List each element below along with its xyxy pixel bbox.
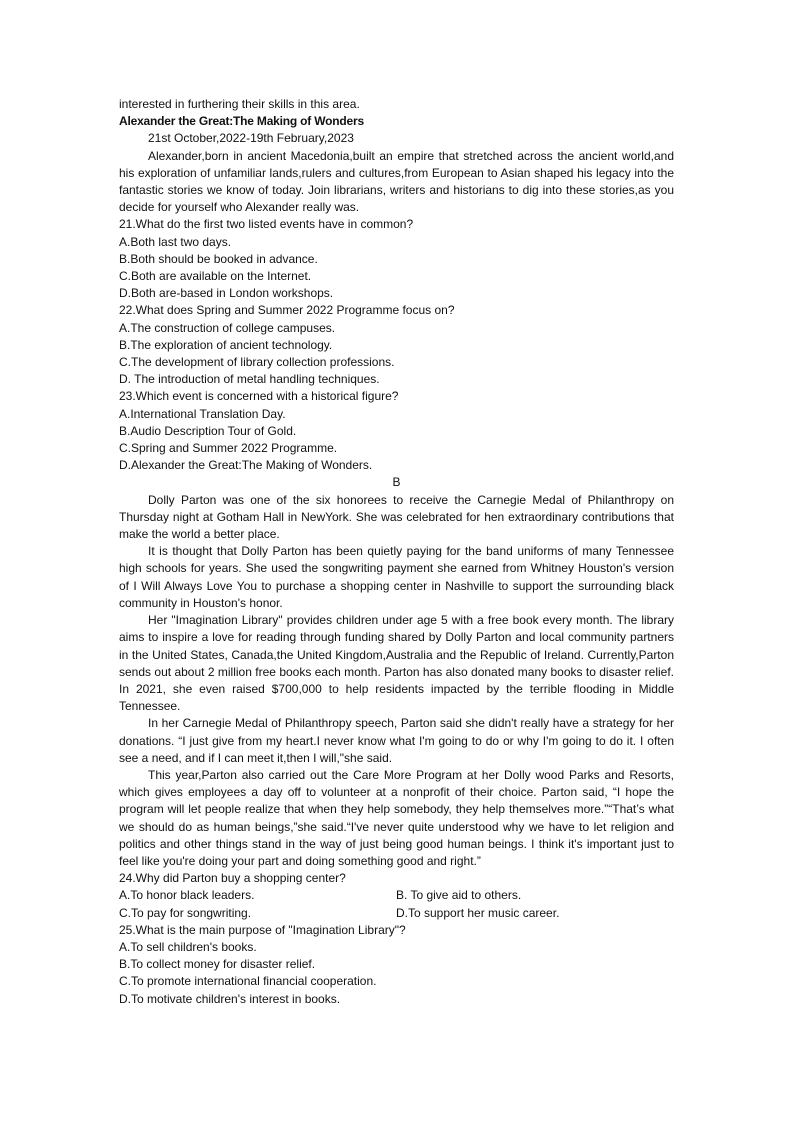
document-page xyxy=(119,96,674,1008)
option-d: D.To support her music career. xyxy=(396,905,560,920)
passage-paragraph: Dolly Parton was one of the six honorees to receive the Carnegie Medal of Philanthropy on Thursday night at Gotham Hall in NewYork. She was celebrated for hen extraordinary contributions that make the world a better place. xyxy=(119,492,674,542)
passage-paragraph: Her "Imagination Library" provides children under age 5 with a free book every month. The library aims to inspire a love for reading through funding shared by Dolly Parton and local community partners in the United States, Canada,the United Kingdom,Australia and the Republic of Ireland. Currently,Parton sends out about 2 million free books each month. Parton has also donated many books to disaster relief. In 2021, she even raised $700,000 to help residents impacted by the terrible flooding in Middle Tennessee. xyxy=(119,613,674,714)
option-d: D.Both are-based in London workshops. xyxy=(119,286,334,301)
question-22 xyxy=(119,302,674,388)
question-24 xyxy=(119,870,674,922)
question-23 xyxy=(119,388,674,474)
option-d: D.To motivate children's interest in books. xyxy=(119,991,341,1006)
option-row xyxy=(119,887,674,904)
option-row xyxy=(119,905,674,922)
question-stem: 23.Which event is concerned with a historical figure? xyxy=(119,389,399,404)
option-b: B.Both should be booked in advance. xyxy=(119,251,318,266)
option-b: B. To give aid to others. xyxy=(396,888,522,903)
option-d: D. The introduction of metal handling techniques. xyxy=(119,372,380,387)
passage-paragraph: In her Carnegie Medal of Philanthropy speech, Parton said she didn't really have a strategy for her donations. “I just give from my heart.I never know what I'm going to do or why I'm going to do it. I often see a need, and if I can meet it,then I will,"she said. xyxy=(119,716,674,765)
option-c: C.Spring and Summer 2022 Programme. xyxy=(119,441,338,456)
section-label: B xyxy=(392,475,401,490)
question-25 xyxy=(119,922,674,1008)
question-stem: 21.What do the first two listed events have in common? xyxy=(119,217,414,232)
event-dates: 21st October,2022-19th February,2023 xyxy=(148,131,354,146)
option-b: B.The exploration of ancient technology. xyxy=(119,337,333,352)
event-title: Alexander the Great:The Making of Wonders xyxy=(119,114,364,129)
option-a: A.International Translation Day. xyxy=(119,406,286,421)
event-description: Alexander,born in ancient Macedonia,built an empire that stretched across the ancient world,and his exploration of unfamiliar lands,rulers and cultures,from European to Asian shaped his legacy into the fantastic stories we know of today. Join librarians, writers and historians to dig into these stories,as you decide for yourself who Alexander really was. xyxy=(119,148,674,215)
intro-line: interested in furthering their skills in this area. xyxy=(119,97,360,111)
option-b: B.To collect money for disaster relief. xyxy=(119,957,316,972)
option-a: A.Both last two days. xyxy=(119,234,232,249)
option-c: C.Both are available on the Internet. xyxy=(119,269,312,284)
question-stem: 22.What does Spring and Summer 2022 Programme focus on? xyxy=(119,303,455,318)
option-a: A.The construction of college campuses. xyxy=(119,320,336,335)
option-b: B.Audio Description Tour of Gold. xyxy=(119,423,297,438)
option-a: A.To honor black leaders. xyxy=(119,888,255,903)
option-c: C.To promote international financial cooperation. xyxy=(119,974,377,989)
passage-paragraph: This year,Parton also carried out the Care More Program at her Dolly wood Parks and Resorts, which gives employees a day off to volunteer at a nonprofit of their choice. Parton said, “I hope the program will let people realize that when they help somebody, they help themselves more.”“That’s what we should do as human beings,”she said.“I've never quite understood why we have to let religion and politics and other things stand in the way of just being good human beings. I think it's important just to feel like you're doing your part and doing something good and right.” xyxy=(119,767,674,868)
question-21 xyxy=(119,216,674,302)
passage-paragraph: It is thought that Dolly Parton has been quietly paying for the band uniforms of many Tennessee high schools for years. She used the songwriting payment she earned from Whitney Houston's version of I Will Always Love You to purchase a shopping center in Nashville to support the surrounding black community in Houston's honor. xyxy=(119,544,674,610)
question-stem: 25.What is the main purpose of "Imagination Library"? xyxy=(119,922,406,937)
option-a: A.To sell children's books. xyxy=(119,939,257,954)
option-d: D.Alexander the Great:The Making of Wonders. xyxy=(119,458,373,473)
option-c: C.The development of library collection professions. xyxy=(119,355,395,370)
option-c: C.To pay for songwriting. xyxy=(119,905,252,920)
question-stem: 24.Why did Parton buy a shopping center? xyxy=(119,871,346,886)
